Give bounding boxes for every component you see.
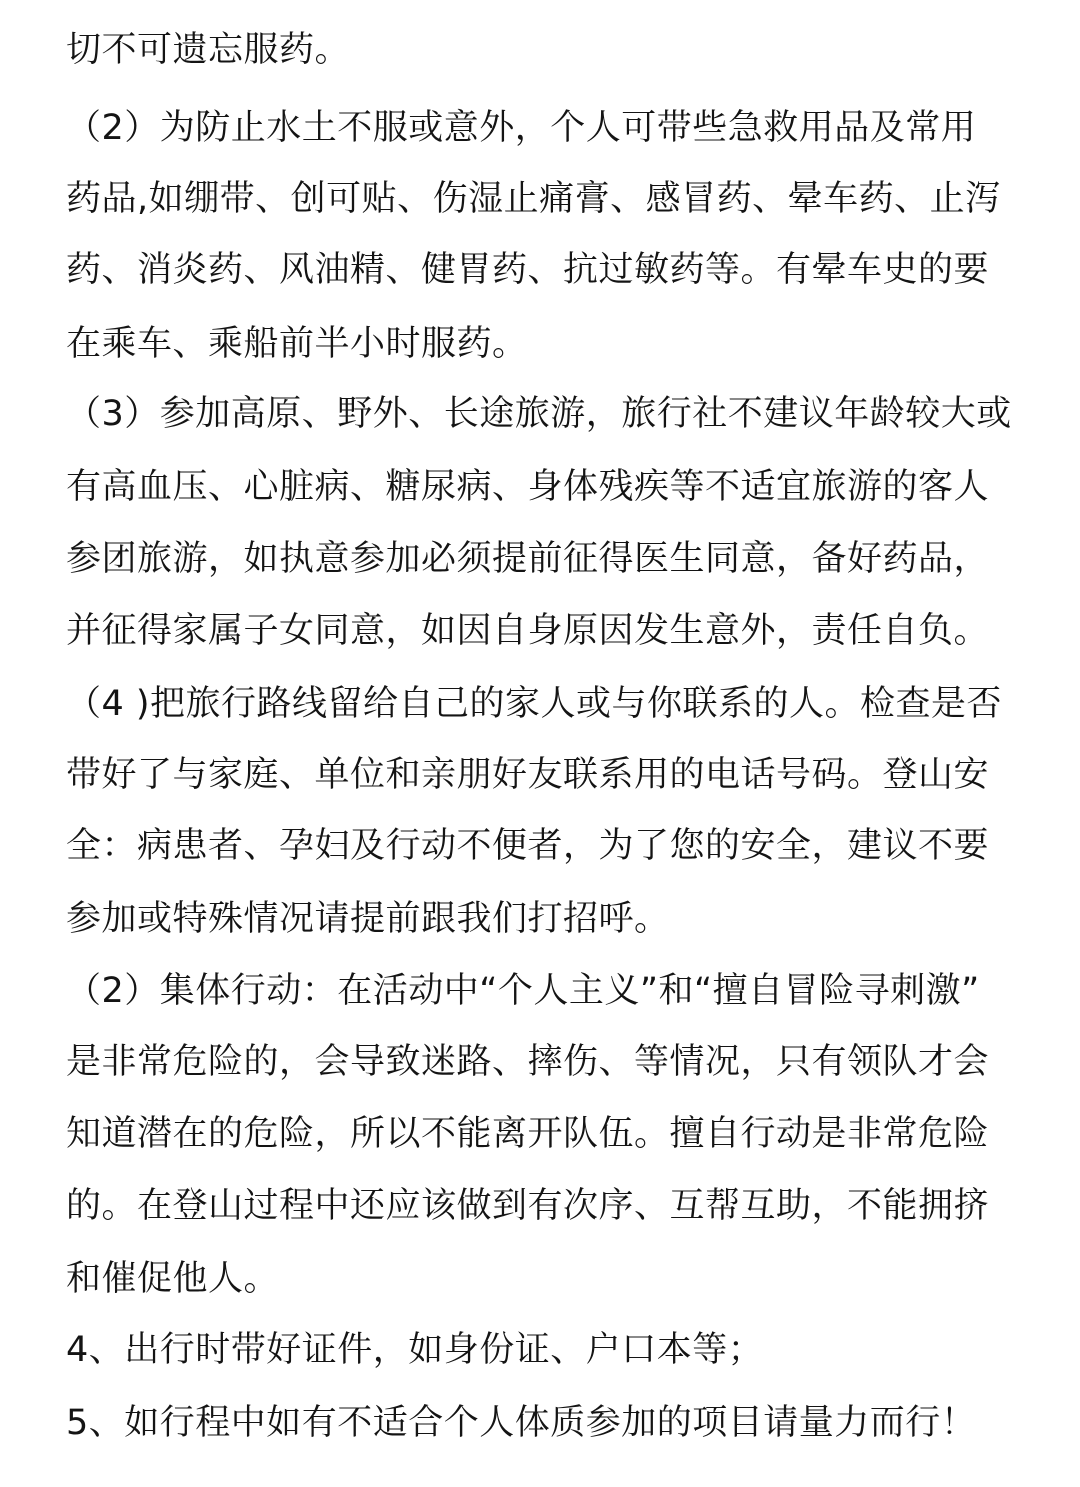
text-line-19: 4、出行时带好证件，如身份证、户口本等；	[66, 1330, 764, 1370]
text-line-4: 药、消炎药、风油精、健胃药、抗过敏药等。有晕车史的要	[66, 250, 990, 290]
text-line-3: 药品,如绷带、创可贴、伤湿止痛膏、感冒药、晕车药、止泻	[66, 179, 1001, 219]
text-line-16: 知道潜在的危险，所以不能离开队伍。擅自行动是非常危险	[66, 1114, 990, 1154]
text-line-12: 全：病患者、孕妇及行动不便者，为了您的安全，建议不要	[66, 826, 990, 866]
text-line-5: 在乘车、乘船前半小时服药。	[66, 324, 528, 364]
text-line-2: （2）为防止水土不服或意外，个人可带些急救用品及常用	[66, 108, 977, 148]
text-line-1: 切不可遗忘服药。	[66, 30, 351, 70]
text-line-8: 参团旅游，如执意参加必须提前征得医生同意，备好药品，	[66, 539, 990, 579]
text-line-7: 有高血压、心脏病、糖尿病、身体残疾等不适宜旅游的客人	[66, 467, 990, 507]
text-line-15: 是非常危险的，会导致迷路、摔伤、等情况，只有领队才会	[66, 1042, 990, 1082]
text-line-9: 并征得家属子女同意，如因自身原因发生意外，责任自负。	[66, 611, 990, 651]
text-line-13: 参加或特殊情况请提前跟我们打招呼。	[66, 899, 670, 939]
text-line-10: （4 )把旅行路线留给自己的家人或与你联系的人。检查是否	[66, 684, 1003, 724]
text-line-11: 带好了与家庭、单位和亲朋好友联系用的电话号码。登山安	[66, 755, 990, 795]
text-line-17: 的。在登山过程中还应该做到有次序、互帮互助，不能拥挤	[66, 1186, 990, 1226]
text-line-6: （3）参加高原、野外、长途旅游，旅行社不建议年龄较大或	[66, 394, 1012, 434]
text-line-14: （2）集体行动：在活动中“个人主义”和“擅自冒险寻刺激”	[66, 971, 980, 1011]
text-line-20: 5、如行程中如有不适合个人体质参加的项目请量力而行！	[66, 1403, 977, 1443]
text-line-18: 和催促他人。	[66, 1259, 280, 1299]
